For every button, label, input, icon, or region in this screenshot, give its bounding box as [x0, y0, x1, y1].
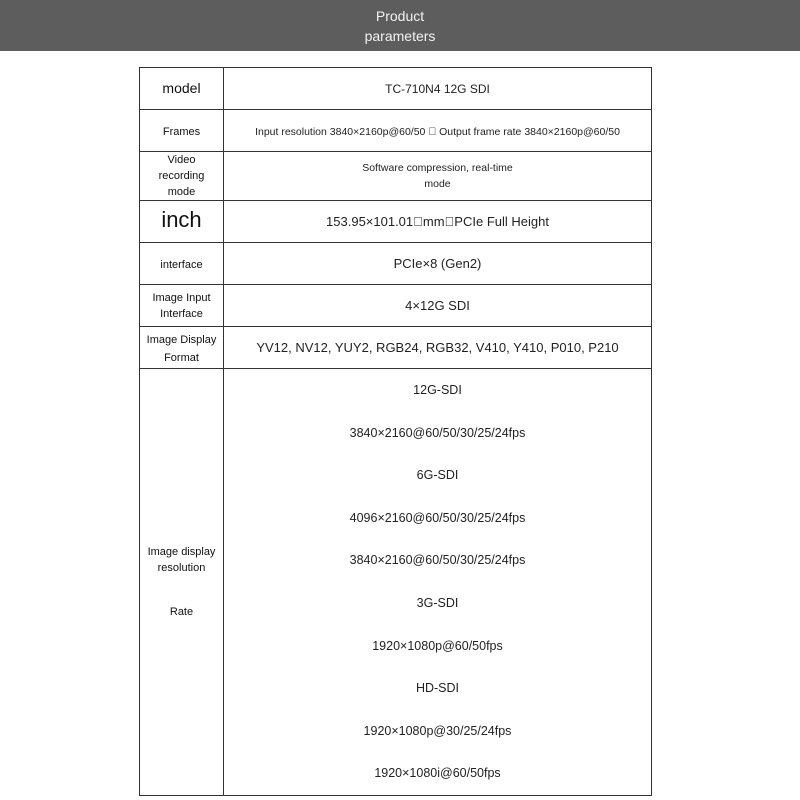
interface-value-cell: [224, 243, 652, 285]
model-label-cell: [140, 68, 224, 110]
resolution-values-cell: [224, 369, 652, 796]
resolution-item: 3G-SDI: [416, 595, 459, 610]
recording-label-line-2: mode: [167, 186, 196, 198]
interface-value: PCIe×8 (Gen2): [393, 255, 482, 271]
recording-value-line-1: Software compression, real-time: [362, 162, 513, 174]
display-format-value-cell: [224, 327, 652, 369]
interface-label-cell: [140, 243, 224, 285]
display-format-label: Image Display Format: [146, 333, 217, 364]
resolution-item: HD-SDI: [415, 681, 460, 696]
interface-label: interface: [160, 258, 203, 271]
input-label-cell: [140, 285, 224, 327]
header-title-line-2: parameters: [364, 27, 436, 44]
frames-value-cell: [224, 110, 652, 152]
row-recording-mode: [140, 152, 652, 201]
resolution-label-group: [144, 544, 219, 620]
inch-label: inch: [161, 206, 202, 232]
frames-value: Input resolution 3840×2160p@60/50   Output frame rate 3840×2160p@60/50: [255, 125, 620, 138]
row-resolution-rate: [140, 369, 652, 796]
resolution-item: 1920×1080p@60/50fps: [372, 638, 503, 653]
recording-value-line-2: mode: [424, 178, 451, 190]
resolution-item: 3840×2160@60/50/30/25/24fps: [349, 425, 526, 440]
frames-label-cell: [140, 110, 224, 152]
model-value: TC-710N4 12G SDI: [385, 81, 490, 96]
product-parameters-table: [139, 67, 652, 796]
input-label-line-2: Interface: [160, 307, 203, 320]
recording-label-line-1: Video recording: [158, 154, 205, 182]
row-interface: [140, 243, 652, 285]
resolution-item: 1920×1080p@30/25/24fps: [363, 723, 512, 738]
recording-label-cell: [140, 152, 224, 201]
resolution-item: 6G-SDI: [416, 468, 459, 483]
inch-value: 153.95×101.01 mm PCIe Full Height: [326, 213, 549, 229]
rate-label: Rate: [169, 605, 194, 618]
model-label: model: [162, 79, 201, 96]
frames-label: Frames: [162, 125, 201, 138]
resolution-label: Image display resolution: [147, 545, 216, 574]
resolution-item: 1920×1080i@60/50fps: [374, 766, 501, 781]
input-value-cell: [224, 285, 652, 327]
resolution-item: 12G-SDI: [413, 383, 462, 397]
recording-value-cell: [224, 152, 652, 201]
inch-label-cell: [140, 201, 224, 243]
model-value-cell: [224, 68, 652, 110]
display-format-label-cell: [140, 327, 224, 369]
input-value: 4×12G SDI: [405, 297, 470, 313]
row-inch: [140, 201, 652, 243]
display-format-value: YV12, NV12, YUY2, RGB24, RGB32, V410, Y410, P010, P210: [256, 339, 619, 355]
resolution-label-cell: [140, 369, 224, 796]
input-label-line-1: Image Input: [152, 291, 211, 304]
row-frames: [140, 110, 652, 152]
row-input-interface: [140, 285, 652, 327]
header-title-line-1: Product: [375, 7, 425, 24]
row-model: [140, 68, 652, 110]
inch-value-cell: [224, 201, 652, 243]
page-header: [0, 0, 800, 51]
row-display-format: [140, 327, 652, 369]
resolution-item: 3840×2160@60/50/30/25/24fps: [349, 553, 526, 568]
resolution-item: 4096×2160@60/50/30/25/24fps: [349, 510, 526, 525]
